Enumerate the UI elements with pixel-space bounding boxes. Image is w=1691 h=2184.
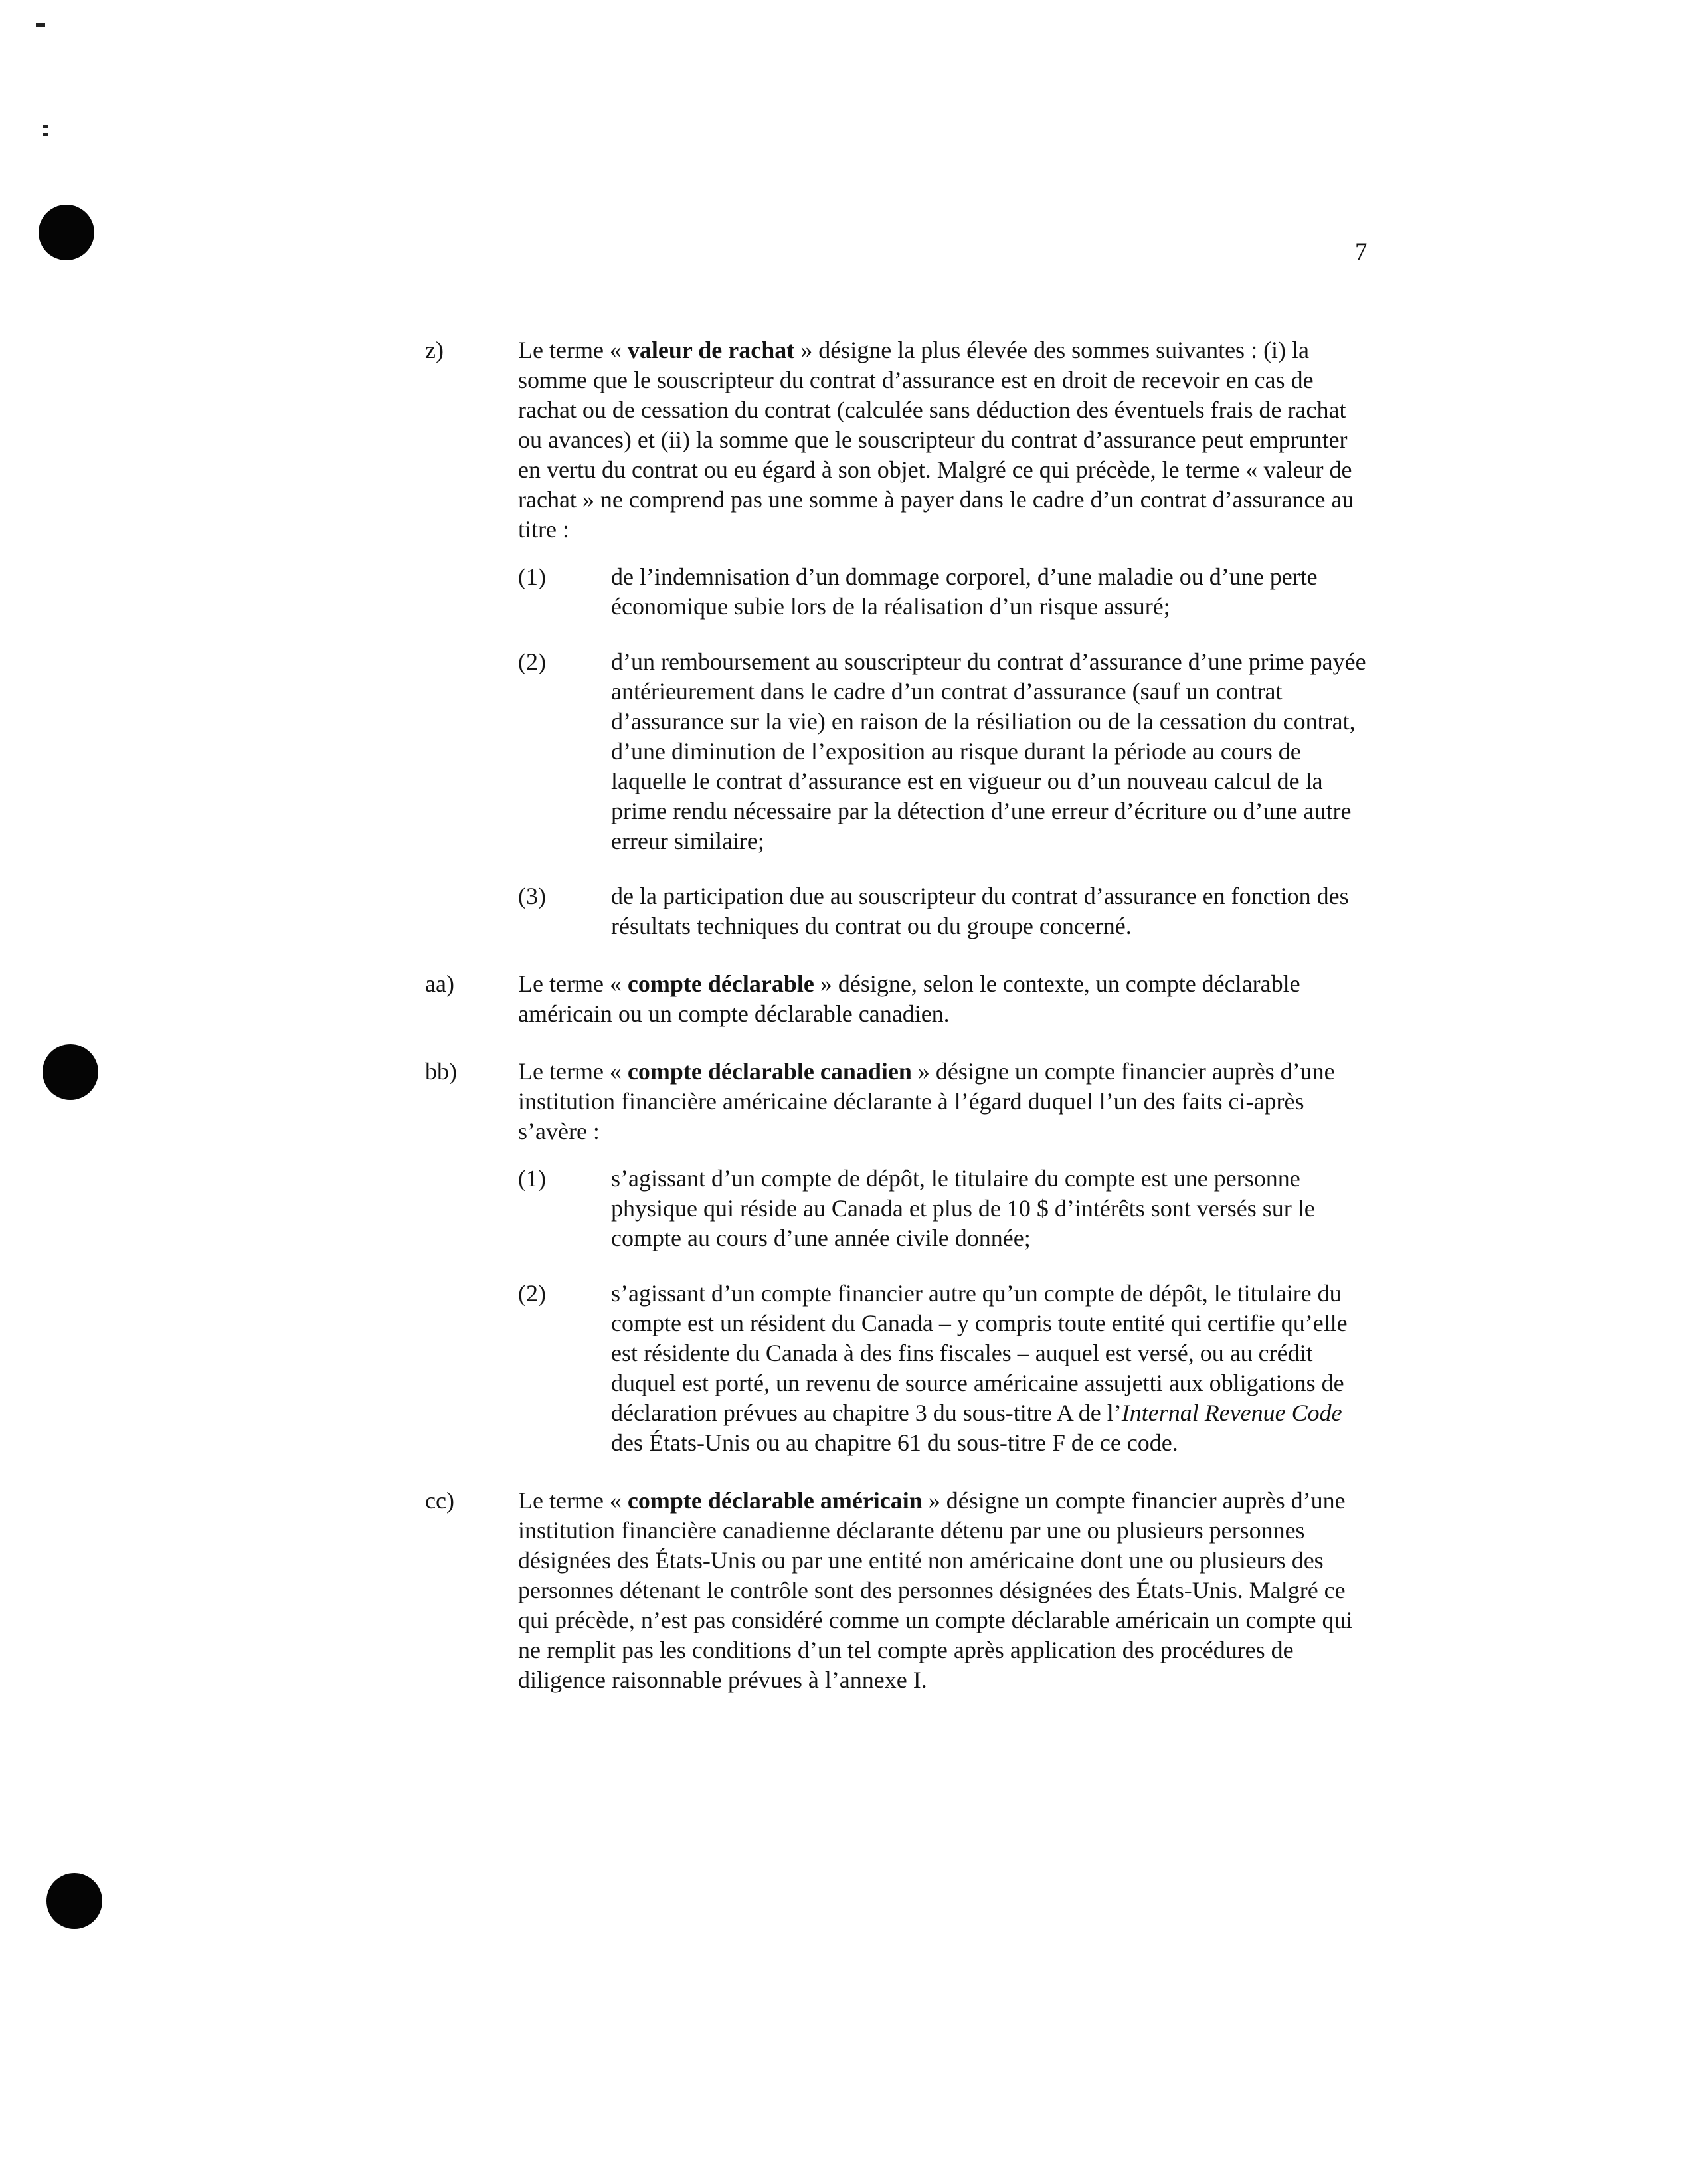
- definition-text: [518, 335, 1375, 545]
- item-text: d’un remboursement au souscripteur du contrat d’assurance d’une prime payée antérieurement dans le cadre d’un contrat d’assurance (sauf un contrat d’assurance sur la vie) en raison de la résiliation ou de la cessation du contrat, d’une diminution de l’exposition au risque durant la période au cours de laquelle le contrat d’assurance est en vigueur ou d’un nouveau calcul de la prime rendu nécessaire par la détection d’une erreur d’écriture ou d’une autre erreur similaire;: [611, 648, 1366, 854]
- defined-term: valeur de rachat: [627, 337, 795, 363]
- definition-valeur-de-rachat: [425, 335, 1375, 941]
- scan-speck: [43, 133, 48, 136]
- definition-intro: Le terme «: [518, 970, 628, 997]
- definition-item: [518, 1164, 1375, 1253]
- scan-speck: [36, 23, 45, 27]
- definition-label: aa): [425, 970, 454, 997]
- definition-text: [518, 1486, 1375, 1695]
- definition-item: [518, 881, 1375, 941]
- punch-hole-middle: [43, 1044, 98, 1100]
- item-text: de l’indemnisation d’un dommage corporel, d’une maladie ou d’une perte économique subie lors de la réalisation d’un risque assuré;: [611, 563, 1318, 620]
- definition-label: cc): [425, 1487, 454, 1514]
- scan-speck: [43, 125, 48, 128]
- item-text: [611, 1279, 1375, 1458]
- defined-term: compte déclarable américain: [627, 1487, 923, 1514]
- definition-body: » désigne un compte financier auprès d’une institution financière américaine déclarante à l’égard duquel l’un des faits ci-après s’avère :: [518, 1058, 1335, 1144]
- item-label: (1): [518, 563, 546, 590]
- item-label: (1): [518, 1165, 546, 1192]
- definition-intro: Le terme «: [518, 337, 628, 363]
- definition-item: [518, 562, 1375, 622]
- defined-term: compte déclarable: [627, 970, 814, 997]
- document-body: [425, 335, 1375, 1695]
- definition-intro: Le terme «: [518, 1058, 628, 1085]
- definition-body: » désigne, selon le contexte, un compte déclarable américain ou un compte déclarable canadien.: [518, 970, 1300, 1027]
- definition-text: [518, 969, 1375, 1029]
- defined-term: compte déclarable canadien: [627, 1058, 912, 1085]
- definition-compte-declarable: [425, 969, 1375, 1029]
- definition-label: bb): [425, 1058, 457, 1085]
- item-label: (2): [518, 648, 546, 675]
- item-text: de la participation due au souscripteur du contrat d’assurance en fonction des résultats techniques du contrat ou du groupe concerné.: [611, 883, 1349, 939]
- definition-item: [518, 1279, 1375, 1458]
- definition-label: z): [425, 337, 444, 363]
- item-text-end: des États-Unis ou au chapitre 61 du sous-titre F de ce code.: [611, 1429, 1178, 1456]
- item-label: (3): [518, 883, 546, 909]
- definition-text: [518, 1057, 1375, 1146]
- page-number: 7: [1355, 238, 1368, 266]
- item-label: (2): [518, 1280, 546, 1307]
- definition-compte-declarable-americain: [425, 1486, 1375, 1695]
- definition-item: [518, 647, 1375, 856]
- item-text-start: s’agissant d’un compte financier autre qu’un compte de dépôt, le titulaire du compte est un résident du Canada – y compris toute entité qui certifie qu’elle est résidente du Canada à des fins fiscales – auquel est versé, ou au crédit duquel est porté, un revenu de source américaine assujetti aux obligations de déclaration prévues au chapitre 3 du sous-titre A de l’: [611, 1280, 1348, 1426]
- punch-hole-top: [39, 205, 94, 260]
- definition-intro: Le terme «: [518, 1487, 628, 1514]
- item-text: s’agissant d’un compte de dépôt, le titulaire du compte est une personne physique qui réside au Canada et plus de 10 $ d’intérêts sont versés sur le compte au cours d’une année civile donnée;: [611, 1165, 1315, 1251]
- definition-body: » désigne la plus élevée des sommes suivantes : (i) la somme que le souscripteur du contrat d’assurance est en droit de recevoir en cas de rachat ou de cessation du contrat (calculée sans déduction des éventuels frais de rachat ou avances) et (ii) la somme que le souscripteur du contrat d’assurance peut emprunter en vertu du contrat ou eu égard à son objet. Malgré ce qui précède, le terme « valeur de rachat » ne comprend pas une somme à payer dans le cadre d’un contrat d’assurance au titre :: [518, 337, 1354, 543]
- definition-body: » désigne un compte financier auprès d’une institution financière canadienne déclarante détenu par une ou plusieurs personnes désignées des États-Unis ou par une entité non américaine dont une ou plusieurs des personnes détenant le contrôle sont des personnes désignées des États-Unis. Malgré ce qui précède, n’est pas considéré comme un compte déclarable américain un compte qui ne remplit pas les conditions d’un tel compte après application des procédures de diligence raisonnable prévues à l’annexe I.: [518, 1487, 1353, 1693]
- punch-hole-bottom: [46, 1873, 102, 1929]
- definition-compte-declarable-canadien: [425, 1057, 1375, 1458]
- item-text-italic: Internal Revenue Code: [1121, 1400, 1342, 1426]
